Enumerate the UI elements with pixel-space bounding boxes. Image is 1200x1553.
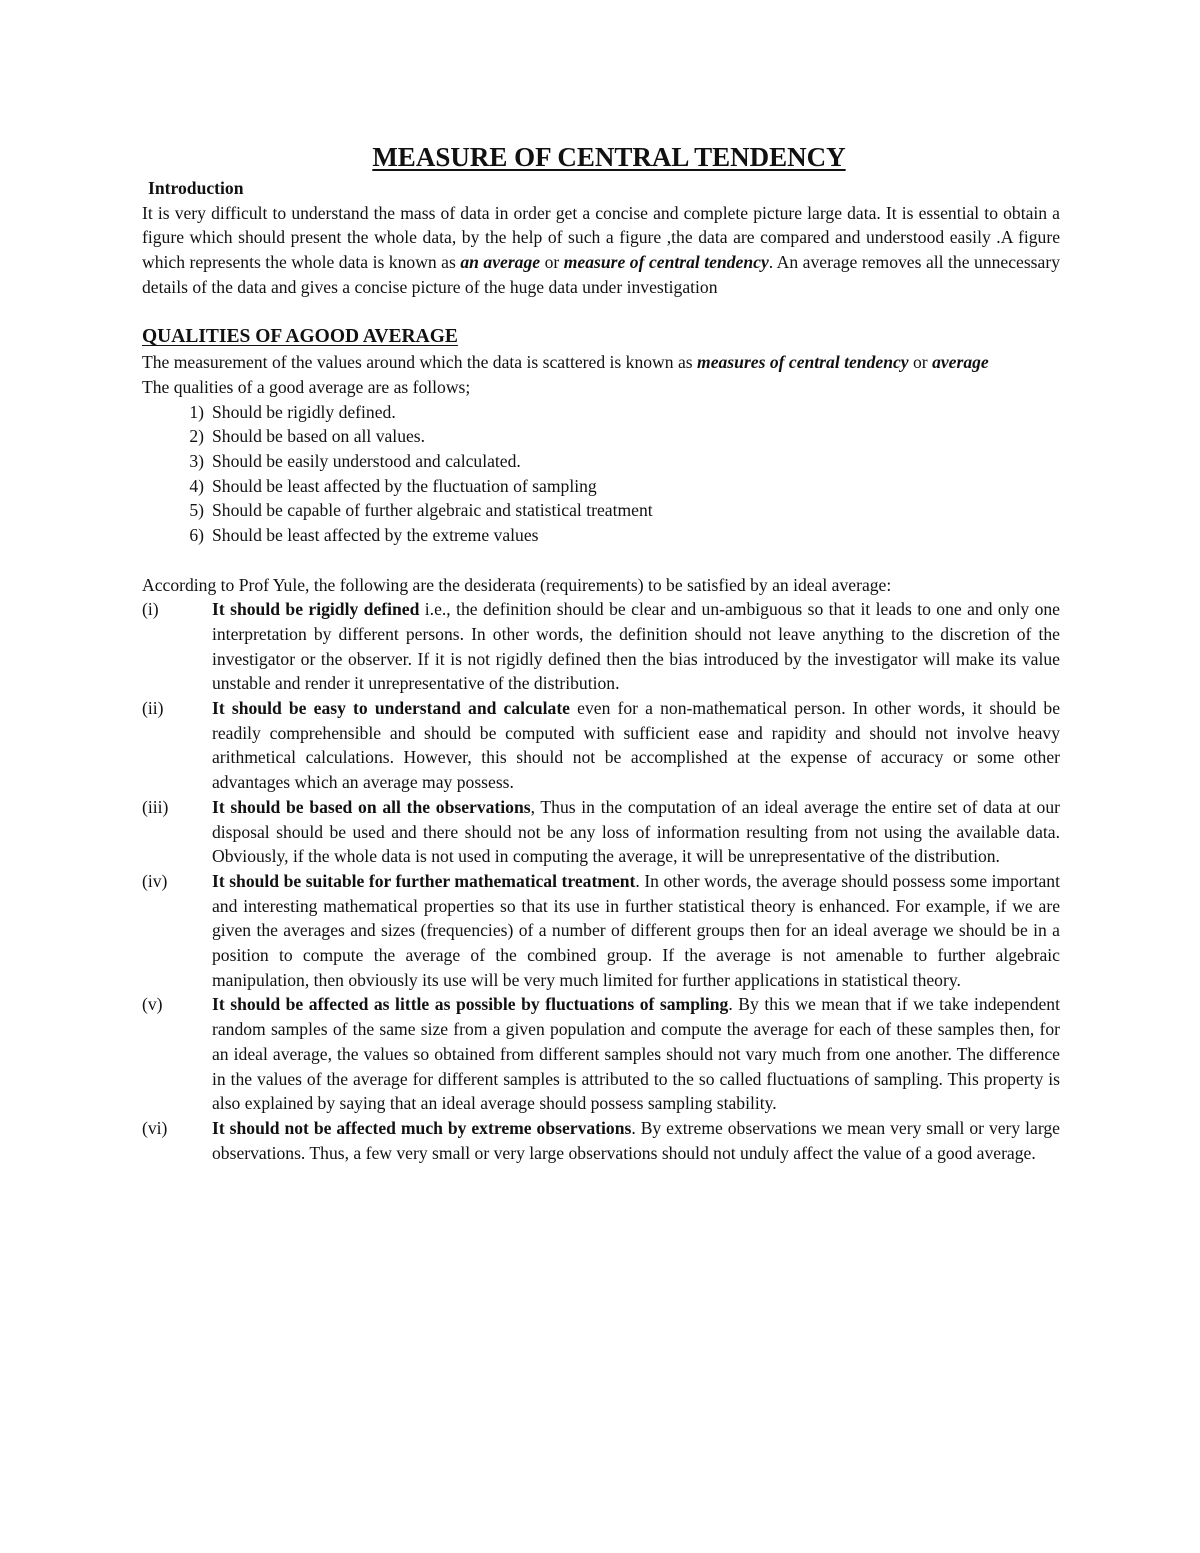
intro-term-central-tendency: measure of central tendency — [563, 252, 769, 273]
desiderata-text: . In other words, the average should possess some important and interesting mathematical properties so that its use in further statistical theory is enhanced. For example, if we are given the averages and sizes (frequencies) of a number of different groups then for an ideal average we should be in a position to compute the average of the combined group. If the average is not amenable to further algebraic manipulation, then obviously its use will be very much limited for further applications in statistical theory. — [212, 870, 1060, 990]
introduction-heading: Introduction — [148, 178, 244, 198]
desiderata-number: (ii) — [142, 698, 164, 719]
list-item-number: 1) — [189, 401, 204, 422]
list-item-number: 2) — [189, 426, 204, 447]
desiderata-number: (v) — [142, 994, 163, 1015]
spacer — [142, 548, 1060, 573]
desiderata-item — [142, 597, 1060, 696]
desiderata-number: (i) — [142, 599, 159, 620]
desiderata-item — [142, 696, 1060, 795]
desiderata-item — [142, 795, 1060, 869]
desiderata-item — [142, 1116, 1060, 1165]
list-item-number: 4) — [189, 475, 204, 496]
def-term-average: average — [932, 352, 989, 373]
desiderata-text: even for a non-mathematical person. In other words, it should be readily comprehensible and should be computed with sufficient ease and rapidity and should not involve heavy arithmetical calculations. However, this should not be accomplished at the expense of accuracy or some other advantages which an average may possess. — [212, 698, 1061, 793]
desiderata-body — [212, 1116, 1060, 1165]
desiderata-heading: It should not be affected much by extreme observations — [212, 1117, 632, 1138]
intro-term-average: an average — [460, 252, 541, 273]
desiderata-text: , Thus in the computation of an ideal average the entire set of data at our disposal should be used and there should not be any loss of information resulting from not using the available data. Obviously, if the whole data is not used in computing the average, it will be unrepresentative of the distribution. — [212, 796, 1060, 867]
page-title: MEASURE OF CENTRAL TENDENCY — [372, 142, 846, 172]
desiderata-list — [142, 597, 1060, 1165]
list-item-text: Should be capable of further algebraic and statistical treatment — [212, 500, 653, 521]
qualities-list — [142, 400, 1060, 548]
qualities-lead: The qualities of a good average are as follows; — [142, 376, 471, 397]
desiderata-body — [212, 869, 1060, 993]
intro-text-3: . An average removes all the unnecessary details of the data and gives a concise picture of the huge data under investigation — [142, 252, 1060, 297]
list-item-text: Should be rigidly defined. — [212, 401, 396, 422]
intro-text-1: It is very difficult to understand the mass of data in order get a concise and complete picture large data. It is essential to obtain a figure which should present the whole data, by the help of such a figure ,the data are compared and understood easily .A figure which represents the whole data is known as — [142, 202, 1060, 273]
list-item — [142, 449, 1060, 474]
desiderata-body — [212, 992, 1060, 1116]
desiderata-text: . By extreme observations we mean very small or very large observations. Thus, a few very small or very large observations should not unduly affect the value of a good average. — [212, 1117, 1060, 1163]
list-item-text: Should be easily understood and calculated. — [212, 451, 521, 472]
list-item — [142, 424, 1060, 449]
qualities-definition — [142, 350, 1060, 375]
desiderata-text: i.e., the definition should be clear and un-ambiguous so that it leads to one and only one interpretation by different persons. In other words, the definition should not leave anything to the discretion of the investigator or the observer. If it is not rigidly defined then the bias introduced by the investigator will make its value unstable and render it unrepresentative of the distribution. — [212, 599, 1060, 694]
desiderata-body — [212, 795, 1060, 869]
list-item — [142, 474, 1060, 499]
list-item-text: Should be based on all values. — [212, 426, 426, 447]
desiderata-item — [142, 992, 1060, 1116]
spacer — [142, 300, 1060, 325]
document-page — [142, 140, 1060, 1165]
desiderata-heading: It should be suitable for further mathematical treatment — [212, 870, 636, 891]
list-item-text: Should be least affected by the extreme values — [212, 525, 539, 546]
def-text-2: or — [908, 352, 933, 373]
desiderata-number: (vi) — [142, 1117, 168, 1138]
introduction-paragraph — [142, 201, 1060, 300]
def-term-measures: measures of central tendency — [697, 352, 909, 373]
desiderata-text: . By this we mean that if we take independent random samples of the same size from a given population and compute the average for each of these samples then, for an ideal average, the values so obtained from different samples should not vary much from one another. The difference in the values of the average for different samples is attributed to the so called fluctuations of sampling. This property is also explained by saying that an ideal average should possess sampling stability. — [212, 994, 1060, 1114]
desiderata-number: (iv) — [142, 870, 168, 891]
desiderata-heading: It should be affected as little as possible by fluctuations of sampling — [212, 994, 729, 1015]
list-item-number: 3) — [189, 451, 204, 472]
desiderata-heading: It should be based on all the observations — [212, 796, 531, 817]
list-item-text: Should be least affected by the fluctuation of sampling — [212, 475, 597, 496]
def-text-1: The measurement of the values around which the data is scattered is known as — [142, 352, 698, 373]
desiderata-heading: It should be rigidly defined — [212, 599, 420, 620]
list-item — [142, 523, 1060, 548]
qualities-heading: QUALITIES OF AGOOD AVERAGE — [142, 326, 458, 348]
list-item — [142, 498, 1060, 523]
desiderata-body — [212, 597, 1060, 696]
list-item-number: 5) — [189, 500, 204, 521]
desiderata-body — [212, 696, 1060, 795]
desiderata-heading: It should be easy to understand and calculate — [212, 698, 570, 719]
desiderata-number: (iii) — [142, 796, 169, 817]
list-item — [142, 400, 1060, 425]
intro-text-2: or — [540, 252, 564, 273]
desiderata-item — [142, 869, 1060, 993]
list-item-number: 6) — [189, 525, 204, 546]
yule-lead: According to Prof Yule, the following are the desiderata (requirements) to be satisfied by an ideal average: — [142, 574, 892, 595]
